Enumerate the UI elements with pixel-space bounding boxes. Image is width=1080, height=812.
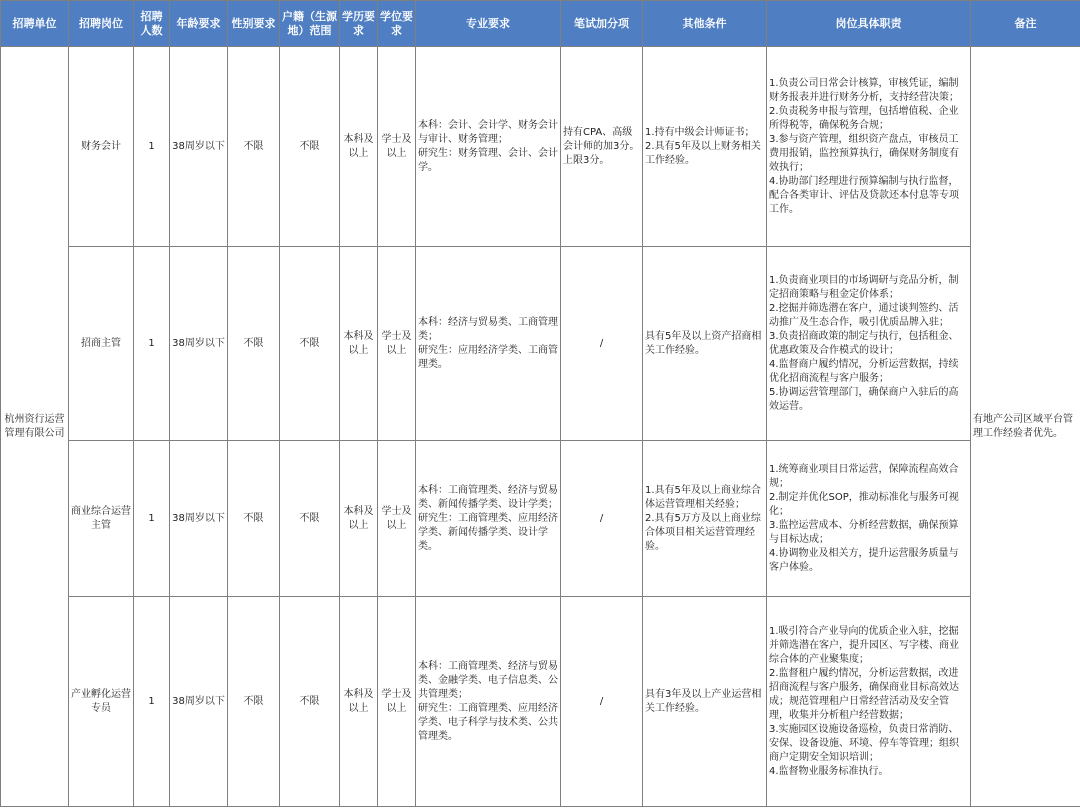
table-row — [1, 47, 1080, 247]
header-count: 招聘人数 — [134, 1, 170, 47]
table-row — [1, 597, 1080, 807]
header-education: 学历要求 — [340, 1, 378, 47]
header-gender: 性别要求 — [228, 1, 280, 47]
bonus-cell: / — [561, 247, 643, 441]
other-cell: 1.持有中级会计师证书； 2.具有5年及以上财务相关工作经验。 — [643, 47, 767, 247]
position-cell: 财务会计 — [69, 47, 134, 247]
header-degree: 学位要求 — [378, 1, 416, 47]
hukou-cell: 不限 — [280, 441, 340, 597]
other-cell: 1.具有5年及以上商业综合体运营管理相关经验； 2.具有5万方及以上商业综合体项目相关运营管理经验。 — [643, 441, 767, 597]
age-cell: 38周岁以下 — [170, 247, 228, 441]
education-cell: 本科及以上 — [340, 441, 378, 597]
note-cell: 有地产公司区域平台管理工作经验者优先。 — [971, 47, 1080, 807]
hukou-cell: 不限 — [280, 247, 340, 441]
major-cell: 本科：工商管理类、经济与贸易类、金融学类、电子信息类、公共管理类； 研究生：工商管理类、应用经济学类、电子科学与技术类、公共管理类。 — [416, 597, 561, 807]
duties-cell: 1.负责公司日常会计核算，审核凭证，编制财务报表并进行财务分析，支持经营决策； 2.负责税务申报与管理，包括增值税、企业所得税等，确保税务合规； 3.参与资产管理，组织资产盘点，审核员工费用报销，监控预算执行，确保财务制度有效执行； 4.协助部门经理进行预算编制与执行监督，配合各类审计、评估及贷款还本付息等专项工作。 — [767, 47, 971, 247]
major-cell: 本科：工商管理类、经济与贸易类、新闻传播学类、设计学类； 研究生：工商管理类、应用经济学类、新闻传播学类、设计学类。 — [416, 441, 561, 597]
degree-cell: 学士及以上 — [378, 441, 416, 597]
bonus-cell: / — [561, 597, 643, 807]
gender-cell: 不限 — [228, 47, 280, 247]
gender-cell: 不限 — [228, 247, 280, 441]
header-age: 年龄要求 — [170, 1, 228, 47]
degree-cell: 学士及以上 — [378, 597, 416, 807]
header-unit: 招聘单位 — [1, 1, 69, 47]
bonus-cell: / — [561, 441, 643, 597]
position-cell: 招商主管 — [69, 247, 134, 441]
count-cell: 1 — [134, 47, 170, 247]
education-cell: 本科及以上 — [340, 597, 378, 807]
bonus-cell: 持有CPA、高级会计师的加3分。上限3分。 — [561, 47, 643, 247]
table-row — [1, 441, 1080, 597]
count-cell: 1 — [134, 247, 170, 441]
duties-cell: 1.统筹商业项目日常运营，保障流程高效合规； 2.制定并优化SOP，推动标准化与服务可视化； 3.监控运营成本、分析经营数据，确保预算与目标达成； 4.协调物业及相关方，提升运营服务质量与客户体验。 — [767, 441, 971, 597]
header-row — [1, 1, 1080, 47]
header-major: 专业要求 — [416, 1, 561, 47]
position-cell: 商业综合运营主管 — [69, 441, 134, 597]
count-cell: 1 — [134, 597, 170, 807]
duties-cell: 1.吸引符合产业导向的优质企业入驻，挖掘并筛选潜在客户，提升园区、写字楼、商业综合体的产业聚集度； 2.监督租户履约情况，分析运营数据，改进招商流程与客户服务，确保商业目标高效达成；规范管理租户日常经营活动及安全管理，收集并分析租户经营数据； 3.实施园区设施设备巡检，负责日常消防、安保、设备设施、环境、停车等管理；组织商户定期安全知识培训； 4.监督物业服务标准执行。 — [767, 597, 971, 807]
age-cell: 38周岁以下 — [170, 441, 228, 597]
age-cell: 38周岁以下 — [170, 597, 228, 807]
header-bonus: 笔试加分项 — [561, 1, 643, 47]
hukou-cell: 不限 — [280, 47, 340, 247]
gender-cell: 不限 — [228, 441, 280, 597]
degree-cell: 学士及以上 — [378, 47, 416, 247]
degree-cell: 学士及以上 — [378, 247, 416, 441]
header-hukou: 户籍（生源地）范围 — [280, 1, 340, 47]
duties-cell: 1.负责商业项目的市场调研与竞品分析，制定招商策略与租金定价体系； 2.挖掘并筛选潜在客户，通过谈判签约、活动推广及生态合作，吸引优质品牌入驻； 3.负责招商政策的制定与执行，包括租金、优惠政策及合作模式的设计； 4.监督商户履约情况，分析运营数据，持续优化招商流程与客户服务； 5.协调运营管理部门，确保商户入驻后的高效运营。 — [767, 247, 971, 441]
education-cell: 本科及以上 — [340, 247, 378, 441]
header-duties: 岗位具体职责 — [767, 1, 971, 47]
education-cell: 本科及以上 — [340, 47, 378, 247]
other-cell: 具有5年及以上资产招商相关工作经验。 — [643, 247, 767, 441]
hukou-cell: 不限 — [280, 597, 340, 807]
other-cell: 具有3年及以上产业运营相关工作经验。 — [643, 597, 767, 807]
count-cell: 1 — [134, 441, 170, 597]
header-note: 备注 — [971, 1, 1080, 47]
table-row — [1, 247, 1080, 441]
major-cell: 本科：经济与贸易类、工商管理类； 研究生：应用经济学类、工商管理类。 — [416, 247, 561, 441]
company-cell: 杭州资行运营管理有限公司 — [1, 47, 69, 807]
major-cell: 本科：会计、会计学、财务会计与审计、财务管理； 研究生：财务管理、会计、会计学。 — [416, 47, 561, 247]
gender-cell: 不限 — [228, 597, 280, 807]
age-cell: 38周岁以下 — [170, 47, 228, 247]
position-cell: 产业孵化运营专员 — [69, 597, 134, 807]
header-position: 招聘岗位 — [69, 1, 134, 47]
header-other: 其他条件 — [643, 1, 767, 47]
